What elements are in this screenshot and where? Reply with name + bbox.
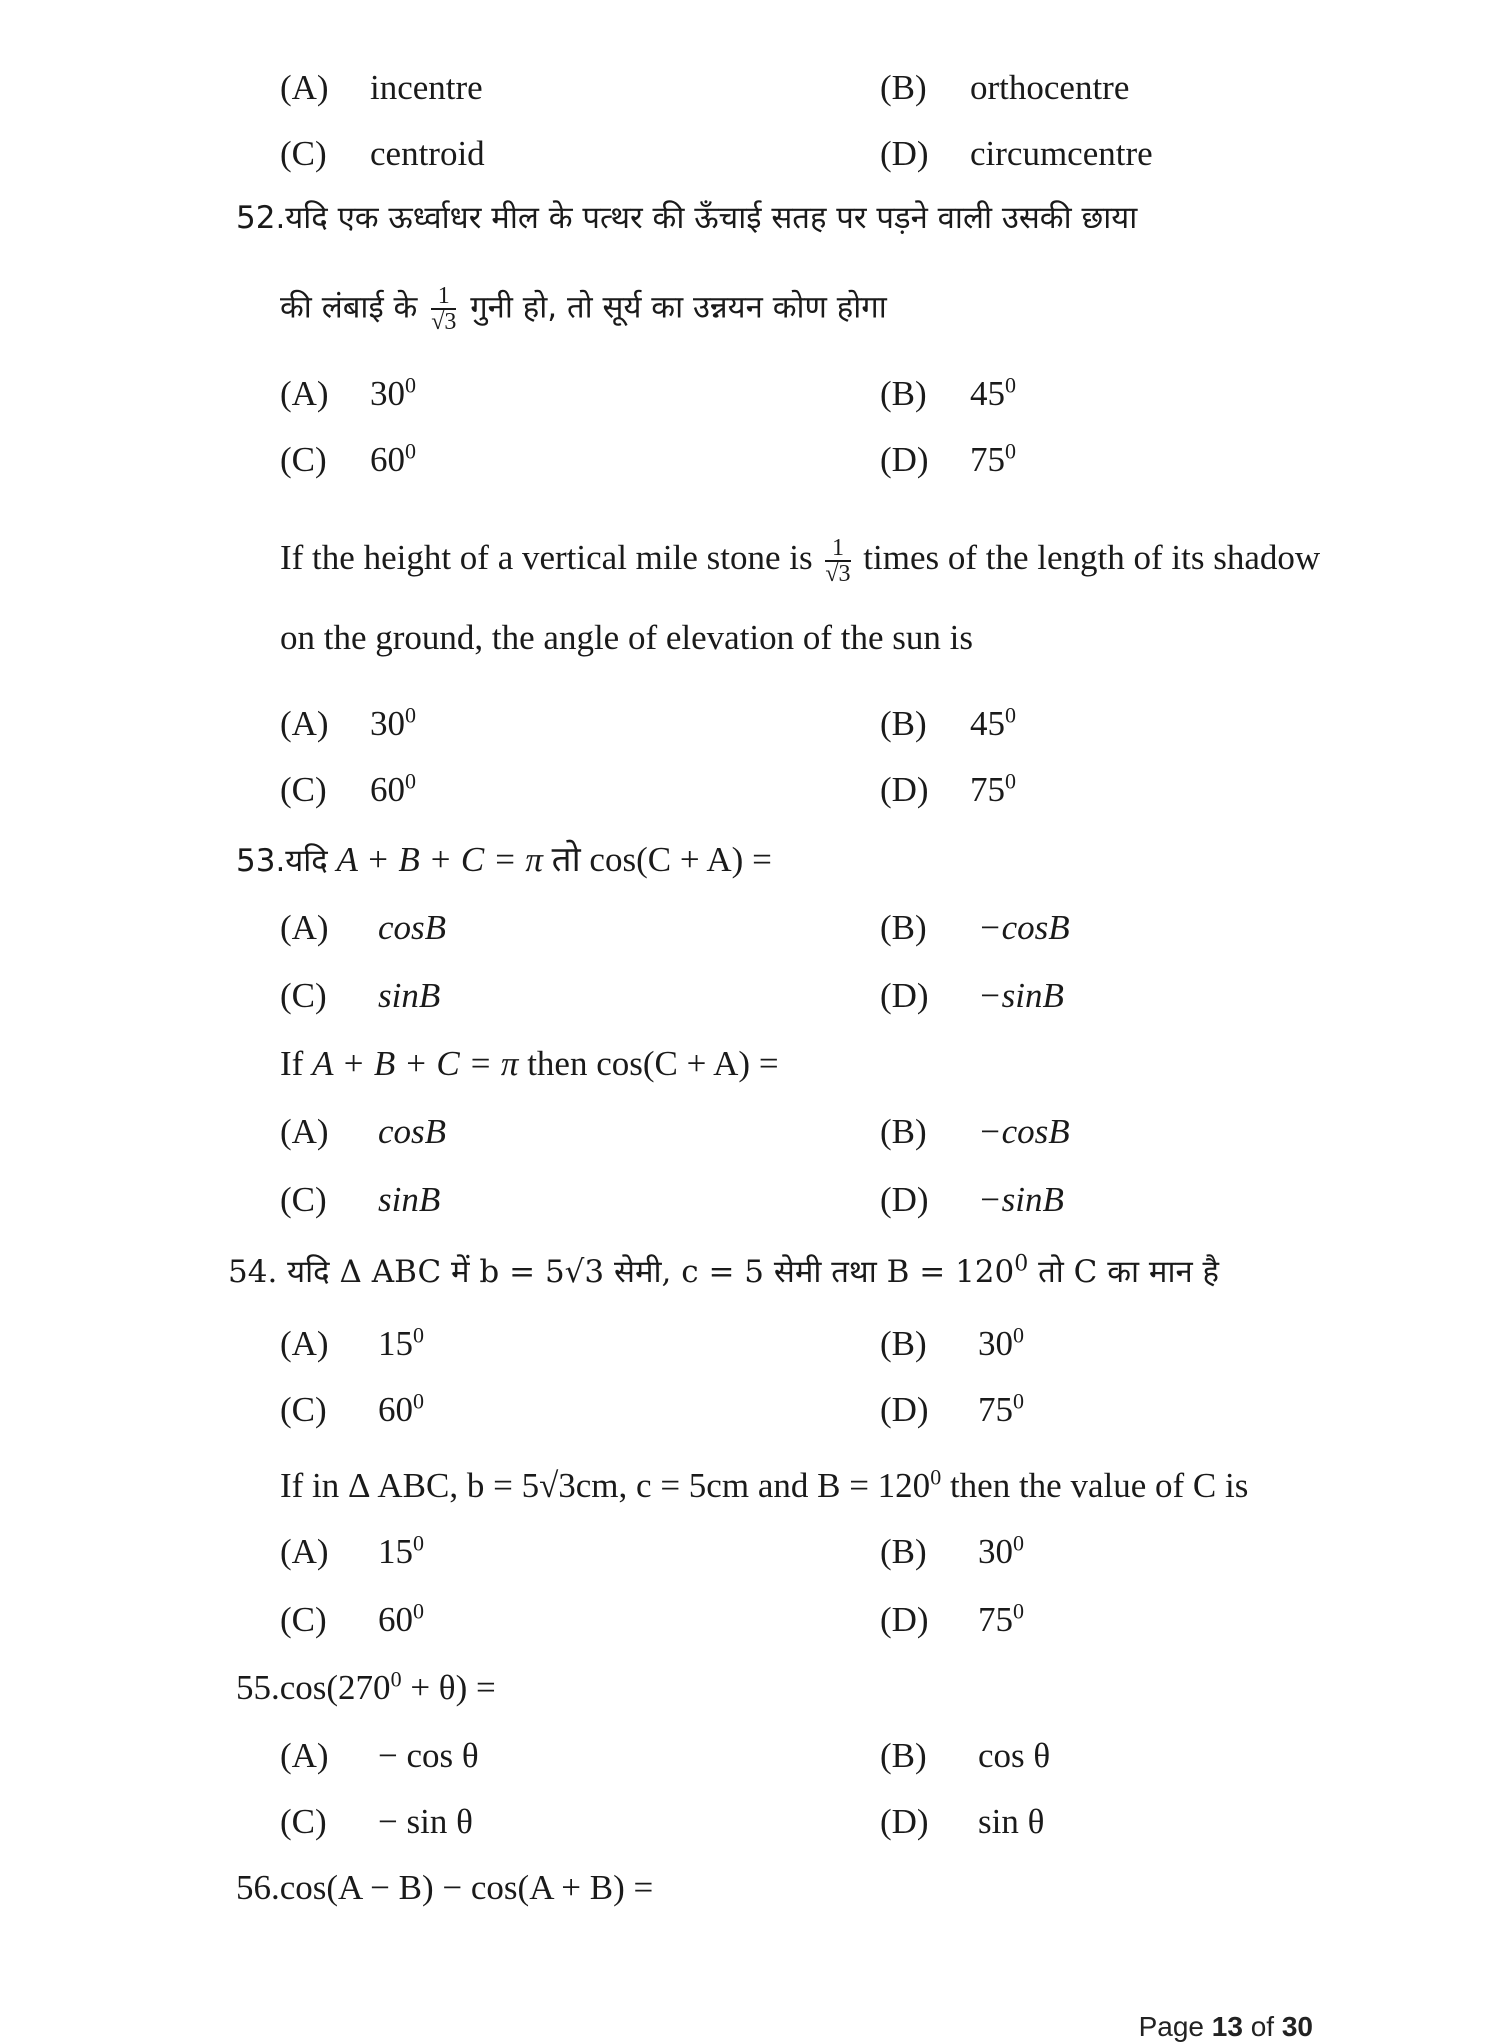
q54-hindi-degree: 0	[1014, 1251, 1029, 1277]
q54-english-body: If in Δ ABC, b = 5√3cm, c = 5cm and B = 120	[280, 1466, 931, 1505]
q52h-option-b: $45^0$	[970, 372, 1016, 413]
q54h-label-d: (D)	[880, 1390, 929, 1429]
q54e-label-d: (D)	[880, 1600, 929, 1639]
q52-english-pre: If the height of a vertical mile stone is	[280, 538, 813, 578]
q51-option-a: incentre	[370, 68, 483, 107]
q53-english-then: then cos(C + A) =	[527, 1044, 779, 1083]
q52e-label-b: (B)	[880, 704, 927, 743]
q53h-option-d: −sinB	[978, 976, 1064, 1015]
q52-fraction	[431, 284, 456, 334]
q52-frac-den: √3	[431, 309, 457, 335]
q54-english-stem	[280, 1464, 1248, 1508]
q53h-option-a: cosB	[378, 908, 447, 947]
q55-label-b: (B)	[880, 1736, 927, 1775]
q54e-label-b: (B)	[880, 1532, 927, 1571]
q56-stem: 56.cos(A − B) − cos(A + B) =	[236, 1868, 654, 1907]
q52-english-frac-den: √3	[825, 561, 851, 587]
q51-option-d-label: (D)	[880, 134, 929, 173]
q52-frac-num: 1	[431, 284, 456, 310]
q52-hindi-pre: की लंबाई के	[280, 289, 418, 326]
q55-label-d: (D)	[880, 1802, 929, 1841]
q52e-option-b: $45^0$	[970, 702, 1016, 743]
q54e-option-d: $75^0$	[978, 1598, 1024, 1639]
q54h-option-c: $60^0$	[378, 1388, 424, 1429]
q53e-option-c: sinB	[378, 1180, 441, 1219]
q54h-label-c: (C)	[280, 1390, 327, 1429]
q54h-option-d: $75^0$	[978, 1388, 1024, 1429]
q52e-option-c: $60^0$	[370, 768, 416, 809]
q54-english-tail: then the value of C is	[949, 1466, 1249, 1505]
q55-option-b: cos θ	[978, 1736, 1051, 1775]
q53-hindi-expr: A + B + C = π	[336, 840, 543, 879]
q51-option-c-label: (C)	[280, 134, 327, 173]
q53e-label-c: (C)	[280, 1180, 327, 1219]
q51-option-c: centroid	[370, 134, 485, 173]
q52-english-line1	[280, 536, 1320, 586]
q55-degree: 0	[390, 1666, 402, 1692]
footer-current-page: 13	[1211, 2011, 1243, 2042]
q52e-label-a: (A)	[280, 704, 329, 743]
q54-hindi-body: 54. यदि Δ ABC में b = 5√3 सेमी, c = 5 सेमी तथा B = 120	[228, 1254, 1015, 1290]
q53h-label-c: (C)	[280, 976, 327, 1015]
q52h-option-a: $30^0$	[370, 372, 416, 413]
q52h-label-c: (C)	[280, 440, 327, 479]
q52e-label-d: (D)	[880, 770, 929, 809]
q53h-label-b: (B)	[880, 908, 927, 947]
q53e-label-b: (B)	[880, 1112, 927, 1151]
q53-english-expr: A + B + C = π	[312, 1044, 519, 1083]
q53e-label-d: (D)	[880, 1180, 929, 1219]
q51-option-b-label: (B)	[880, 68, 927, 107]
q53-english-stem	[280, 1042, 779, 1086]
q55-stem	[236, 1666, 496, 1710]
q53e-option-b: −cosB	[978, 1112, 1070, 1151]
q55-label-a: (A)	[280, 1736, 329, 1775]
q51-option-b: orthocentre	[970, 68, 1130, 107]
q55-option-a: − cos θ	[378, 1736, 479, 1775]
q52-hindi-post: गुनी हो, तो सूर्य का उन्नयन कोण होगा	[470, 289, 887, 326]
q54h-label-a: (A)	[280, 1324, 329, 1363]
footer-of: of	[1250, 2011, 1275, 2042]
q52h-label-b: (B)	[880, 374, 927, 413]
q52h-option-c: $60^0$	[370, 438, 416, 479]
q52h-label-a: (A)	[280, 374, 329, 413]
q54h-option-b: $30^0$	[978, 1322, 1024, 1363]
q54h-option-a: $15^0$	[378, 1322, 424, 1363]
q54-english-degree: 0	[930, 1464, 942, 1490]
q51-option-d: circumcentre	[970, 134, 1153, 173]
q52e-option-d: $75^0$	[970, 768, 1016, 809]
q52-english-line2: on the ground, the angle of elevation of the sun is	[280, 618, 974, 657]
q54-hindi-tail: तो C का मान है	[1038, 1254, 1219, 1290]
q52e-label-c: (C)	[280, 770, 327, 809]
q52h-option-d: $75^0$	[970, 438, 1016, 479]
footer-prefix: Page	[1138, 2011, 1204, 2042]
q53h-label-d: (D)	[880, 976, 929, 1015]
q52-english-fraction	[825, 536, 850, 586]
q54e-label-c: (C)	[280, 1600, 327, 1639]
q53e-option-d: −sinB	[978, 1180, 1064, 1219]
q52-hindi-line2	[280, 284, 887, 334]
q52h-label-d: (D)	[880, 440, 929, 479]
q54h-label-b: (B)	[880, 1324, 927, 1363]
q52e-option-a: $30^0$	[370, 702, 416, 743]
q55-option-d: sin θ	[978, 1802, 1045, 1841]
q53e-option-a: cosB	[378, 1112, 447, 1151]
q55-stem-post: + θ) =	[410, 1668, 496, 1707]
q53h-option-c: sinB	[378, 976, 441, 1015]
q54e-option-a: $15^0$	[378, 1530, 424, 1571]
page-footer	[1139, 2010, 1313, 2044]
q51-option-a-label: (A)	[280, 68, 329, 107]
q53h-label-a: (A)	[280, 908, 329, 947]
q55-stem-pre: 55.cos(270	[236, 1668, 391, 1707]
q53-hindi-stem	[236, 838, 772, 883]
footer-total-pages: 30	[1281, 2011, 1313, 2042]
q54e-label-a: (A)	[280, 1532, 329, 1571]
q53-hindi-prefix: 53.यदि	[236, 843, 328, 879]
q53-hindi-then: तो cos(C + A) =	[551, 840, 772, 879]
q52-english-post: times of the length of its shadow	[863, 538, 1321, 578]
q53e-label-a: (A)	[280, 1112, 329, 1151]
q55-label-c: (C)	[280, 1802, 327, 1841]
q52-hindi-line1: 52.यदि एक ऊर्ध्वाधर मील के पत्थर की ऊँचाई सतह पर पड़ने वाली उसकी छाया	[236, 200, 1138, 236]
q54e-option-b: $30^0$	[978, 1530, 1024, 1571]
q54e-option-c: $60^0$	[378, 1598, 424, 1639]
q53-english-if: If	[280, 1044, 304, 1083]
q55-option-c: − sin θ	[378, 1802, 473, 1841]
q54-hindi-stem	[228, 1250, 1219, 1294]
q53h-option-b: −cosB	[978, 908, 1070, 947]
q52-english-frac-num: 1	[825, 536, 850, 562]
